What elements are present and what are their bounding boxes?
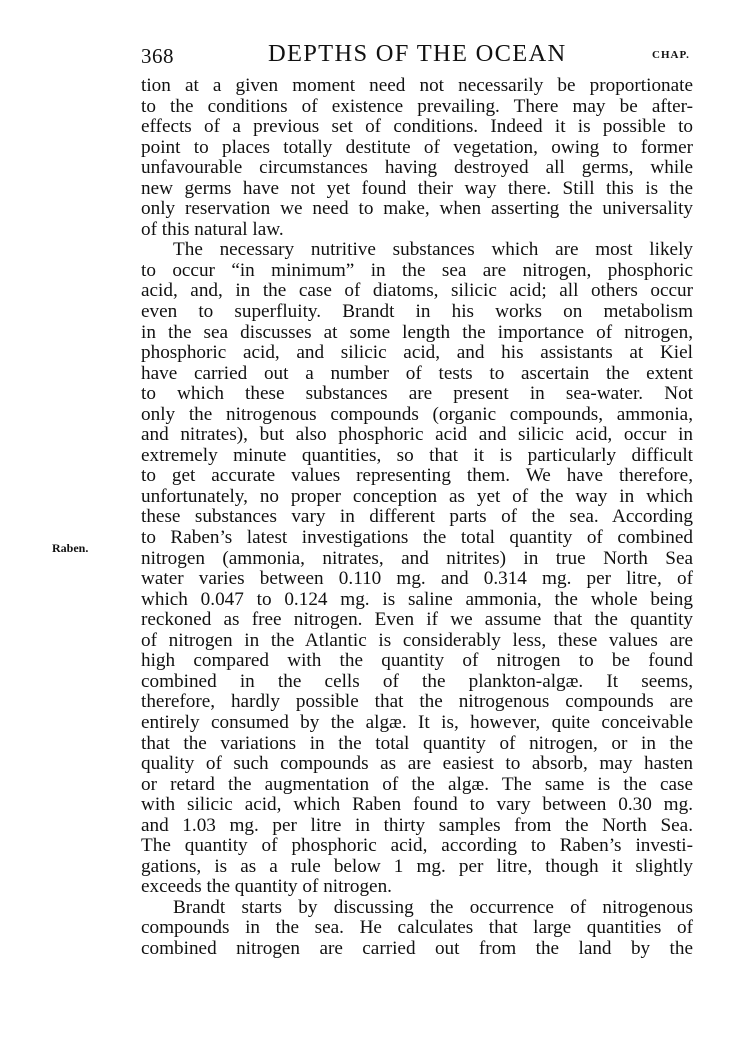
text-line: have carried out a number of tests to ascertain the extent [141, 362, 693, 384]
text-line: of nitrogen in the Atlantic is considerably less, these values are [141, 629, 693, 651]
text-line: nitrogen (ammonia, nitrates, and nitrites) in true North Sea [141, 547, 693, 569]
text-line: unfavourable circumstances having destroyed all germs, while [141, 157, 693, 179]
text-line: even to superfluity. Brandt in his works on metabolism [141, 301, 693, 323]
text-line: of this natural law. [141, 218, 284, 240]
text-line: which 0.047 to 0.124 mg. is saline ammonia, the whole being [141, 588, 693, 610]
text-line: The quantity of phosphoric acid, according to Raben’s investi- [141, 835, 693, 857]
text-line: to get accurate values representing them. We have therefore, [141, 465, 693, 487]
text-line: to occur “in minimum” in the sea are nitrogen, phosphoric [141, 259, 693, 281]
paragraph [141, 240, 693, 898]
text-line: The necessary nutritive substances which are most likely [173, 239, 693, 261]
text-line: effects of a previous set of conditions. Indeed it is possible to [141, 116, 693, 138]
running-title: DEPTHS OF THE OCEAN [268, 40, 567, 67]
marginal-note: Raben. [52, 541, 89, 555]
text-line: unfortunately, no proper conception as yet of the way in which [141, 485, 693, 507]
text-line: exceeds the quantity of nitrogen. [141, 876, 392, 898]
text-line: to which these substances are present in sea-water. Not [141, 383, 693, 405]
text-line: reckoned as free nitrogen. Even if we assume that the quantity [141, 609, 693, 631]
running-header [0, 40, 744, 70]
text-line: in the sea discusses at some length the importance of nitrogen, [141, 321, 693, 343]
text-line: high compared with the quantity of nitrogen to be found [141, 650, 693, 672]
text-line: only the nitrogenous compounds (organic compounds, ammonia, [141, 403, 693, 425]
paragraph [141, 76, 693, 240]
text-line: therefore, hardly possible that the nitrogenous compounds are [141, 691, 693, 713]
text-line: gations, is as a rule below 1 mg. per litre, though it slightly [141, 855, 693, 877]
text-line: to the conditions of existence prevailing. There may be after- [141, 95, 693, 117]
text-line: extremely minute quantities, so that it is particularly difficult [141, 444, 693, 466]
text-line: only reservation we need to make, when asserting the universality [141, 198, 693, 220]
text-line: new germs have not yet found their way there. Still this is the [141, 177, 693, 199]
text-line: with silicic acid, which Raben found to vary between 0.30 mg. [141, 794, 693, 816]
text-line: or retard the augmentation of the algæ. The same is the case [141, 773, 693, 795]
text-line: water varies between 0.110 mg. and 0.314 mg. per litre, of [141, 568, 693, 590]
text-line: that the variations in the total quantity of nitrogen, or in the [141, 732, 693, 754]
text-line: point to places totally destitute of vegetation, owing to former [141, 136, 693, 158]
text-line: combined nitrogen are carried out from the land by the [141, 937, 693, 959]
text-line: and 1.03 mg. per litre in thirty samples from the North Sea. [141, 814, 693, 836]
text-line: tion at a given moment need not necessarily be proportionate [141, 75, 693, 96]
paragraph [141, 898, 693, 960]
text-line: and nitrates), but also phosphoric acid and silicic acid, occur in [141, 424, 693, 446]
text-line: compounds in the sea. He calculates that large quantities of [141, 917, 693, 939]
text-line: combined in the cells of the plankton-algæ. It seems, [141, 670, 693, 692]
text-line: quality of such compounds as are easiest to absorb, may hasten [141, 753, 693, 775]
text-line: phosphoric acid, and silicic acid, and his assistants at Kiel [141, 342, 693, 364]
text-line: to Raben’s latest investigations the total quantity of combined [141, 527, 693, 549]
chapter-label: CHAP. [652, 49, 690, 61]
page-number: 368 [141, 44, 174, 68]
text-line: entirely consumed by the algæ. It is, however, quite conceivable [141, 711, 693, 733]
text-line: acid, and, in the case of diatoms, silicic acid; all others occur [141, 280, 693, 302]
text-line: these substances vary in different parts of the sea. According [141, 506, 693, 528]
text-line: Brandt starts by discussing the occurrence of nitrogenous [173, 896, 693, 918]
body-text [141, 76, 693, 960]
